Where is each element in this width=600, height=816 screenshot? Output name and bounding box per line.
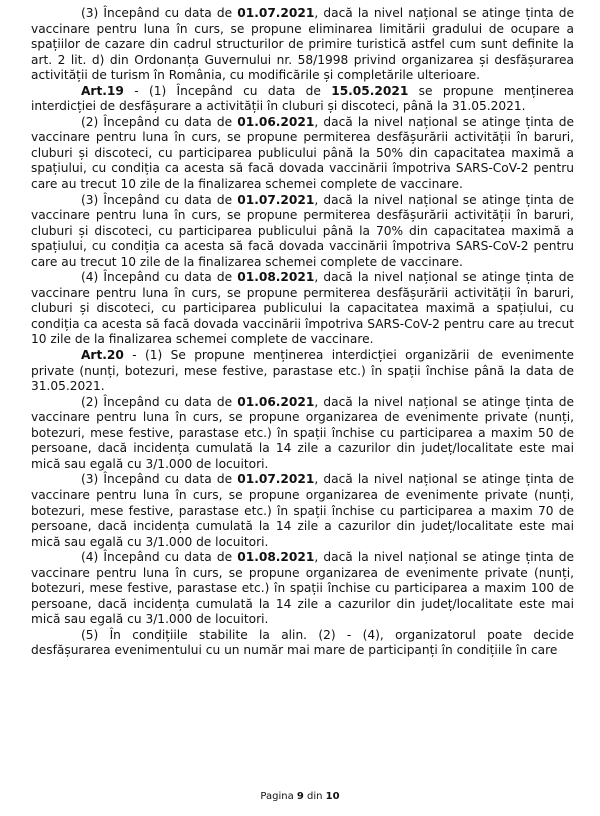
- text-run: , dacă la nivel național se atinge ținta de vaccinare pentru luna în curs, se propune permiterea desfășurării activității în baruri, cluburi și discoteci, cu participarea publicului până la 50% din capacitatea maximă a spațiului, cu condiția ca acesta să facă dovada vaccinării împotriva SARS-CoV-2 pentru care au trecut 10 zile de la finalizarea schemei complete de vaccinare.: [31, 114, 574, 192]
- bold-text: 01.06.2021: [237, 114, 315, 129]
- text-run: (2) Începând cu data de: [81, 394, 238, 409]
- text-run: , dacă la nivel național se atinge ținta de vaccinare pentru luna în curs, se propune permiterea desfășurării activității în baruri, cluburi și discoteci, cu participarea publicului până la 70% din capacitatea maximă a spațiului, cu condiția ca acesta să facă dovada vaccinării împotriva SARS-CoV-2 pentru care au trecut 10 zile de la finalizarea schemei complete de vaccinare.: [31, 192, 574, 269]
- bold-text: 01.06.2021: [237, 394, 315, 409]
- text-run: , dacă la nivel național se atinge ținta de vaccinare pentru luna în curs, se propune eliminarea limitării gradului de ocupare a spațiilor de cazare din cadrul structurilor de primire turistică astfel cum sunt definite la art. 2 lit. d) din Ordonanța Guvernului nr. 58/1998 privind organizarea și desfășurarea activității de turism în România, cu modificările și completările ulterioare.: [31, 6, 574, 83]
- text-run: se propune menținerea interdicției de desfășurare a activității în cluburi și discoteci, până la 31.05.2021.: [31, 83, 575, 114]
- text-run: (3) Începând cu data de: [81, 472, 238, 487]
- bold-text: 01.07.2021: [237, 472, 315, 487]
- text-run: (3) Începând cu data de: [81, 192, 238, 207]
- bold-text: 01.07.2021: [237, 6, 315, 20]
- paragraph: [31, 6, 574, 84]
- bold-text: 01.08.2021: [237, 270, 315, 285]
- paragraph: [31, 84, 574, 115]
- page-footer: [0, 791, 600, 802]
- text-run: (4) Începând cu data de: [81, 550, 238, 565]
- paragraph: [31, 472, 574, 550]
- paragraph: [31, 628, 574, 659]
- bold-text: 15.05.2021: [331, 83, 409, 98]
- document-body: [31, 6, 574, 659]
- bold-text: 01.07.2021: [237, 192, 315, 207]
- footer-middle: din: [303, 791, 326, 802]
- footer-prefix: Pagina: [260, 791, 297, 802]
- text-run: - (1) Începând cu data de: [123, 83, 332, 98]
- current-page-number: 9: [296, 791, 304, 802]
- text-run: (5) În condițiile stabilite la alin. (2) - (4), organizatorul poate decide desfășurarea evenimentului cu un număr mai mare de participanți în condițiile în care: [31, 627, 574, 658]
- text-run: - (1) Se propune menținerea interdicției organizării de evenimente private (nunți, botezuri, mese festive, parastase etc.) în spații închise până la data de 31.05.2021.: [31, 348, 574, 394]
- text-run: , dacă la nivel național se atinge ținta de vaccinare pentru luna în curs, se propune organizarea de evenimente private (nunți, botezuri, mese festive, parastase etc.) în spații închise cu participarea a maxim 50 de persoane, dacă incidența cumulată la 14 zile a cazurilor din județ/localitate este mai mică sau egală cu 3/1.000 de locuitori.: [31, 394, 574, 471]
- paragraph: [31, 270, 574, 348]
- total-pages: 10: [325, 791, 340, 802]
- text-run: , dacă la nivel național se atinge ținta de vaccinare pentru luna în curs, se propune organizarea de evenimente private (nunți, botezuri, mese festive, parastase etc.) în spații închise cu participarea a maxim 100 de persoane, dacă incidența cumulată la 14 zile a cazurilor din județ/localitate este mai mică sau egală cu 3/1.000 de locuitori.: [31, 550, 574, 627]
- bold-text: Art.20: [81, 348, 124, 363]
- bold-text: 01.08.2021: [237, 550, 315, 565]
- paragraph: [31, 550, 574, 628]
- text-run: (2) Începând cu data de: [81, 114, 238, 129]
- paragraph: [31, 395, 574, 473]
- paragraph: [31, 348, 574, 395]
- text-run: (3) Începând cu data de: [81, 6, 238, 20]
- text-run: , dacă la nivel național se atinge ținta de vaccinare pentru luna în curs, se propune organizarea de evenimente private (nunți, botezuri, mese festive, parastase etc.) în spații închise cu participarea a maxim 70 de persoane, dacă incidența cumulată la 14 zile a cazurilor din județ/localitate este mai mică sau egală cu 3/1.000 de locuitori.: [31, 472, 574, 549]
- paragraph: [31, 115, 574, 193]
- text-run: , dacă la nivel național se atinge ținta de vaccinare pentru luna în curs, se propune permiterea desfășurării activității în baruri, cluburi și discoteci, cu participarea publicului la capacitatea maximă a spațiului, cu condiția ca acesta să facă dovada vaccinării împotriva SARS-CoV-2 pentru care au trecut 10 zile de la finalizarea schemei complete de vaccinare.: [31, 270, 574, 347]
- text-run: (4) Începând cu data de: [81, 270, 238, 285]
- bold-text: Art.19: [81, 83, 124, 98]
- paragraph: [31, 193, 574, 271]
